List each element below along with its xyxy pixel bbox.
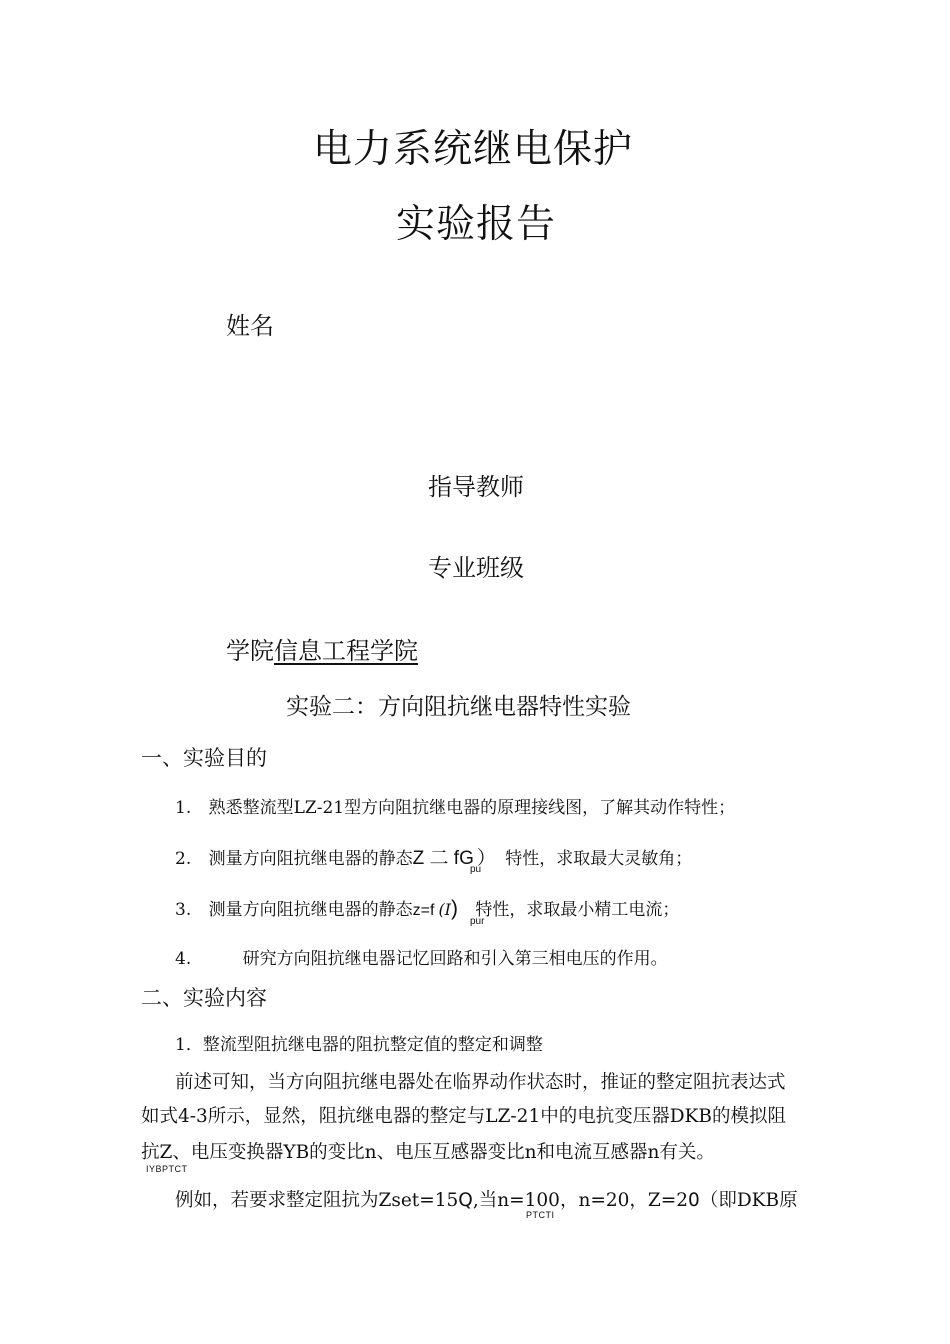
formula: z=f (412, 902, 435, 919)
paragraph-text: （即DKB原 (699, 1190, 798, 1211)
list-item (175, 843, 692, 870)
college-line (226, 631, 418, 666)
subsection-title: 1．整流型阻抗继电器的阻抗整定值的整定和调整 (175, 1035, 543, 1055)
name-label: 姓名 (226, 312, 274, 340)
college-value: 信息工程学院 (274, 637, 418, 665)
paragraph-line: 抗Z、电压变换器YB的变比n、电压互感器变比n和电流互感器n有关。 (141, 1142, 715, 1163)
paragraph-subscripts: PTCTI (526, 1210, 555, 1220)
experiment-title: 实验二：方向阻抗继电器特性实验 (286, 694, 631, 720)
paragraph-line: 如式4-3所示，显然，阻抗继电器的整定与LZ-21中的电抗变压器DKB的模拟阻 (141, 1106, 786, 1127)
item-text-after: 特性，求取最小精工电流； (475, 900, 680, 920)
class-label: 专业班级 (428, 554, 524, 582)
college-label: 学院 (226, 637, 274, 665)
paragraph-line (175, 1186, 798, 1212)
omega-symbol: Q (458, 1190, 473, 1211)
report-title-line1: 电力系统继电保护 (313, 127, 634, 172)
formula: Z 二 fG (412, 848, 474, 869)
item-number: 3. (175, 900, 192, 920)
item-number: 2. (175, 849, 192, 869)
item-text: 测量方向阻抗继电器的静态 (208, 900, 413, 920)
omega-symbol: 0 (688, 1190, 700, 1211)
section2-title: 二、实验内容 (141, 986, 267, 1010)
formula-subscript: pu (470, 864, 482, 875)
formula-subscript: pur (470, 916, 485, 927)
item-text-after: 特性，求取最大灵敏角； (505, 849, 693, 869)
list-item (175, 895, 679, 921)
paragraph-line: 前述可知，当方向阻抗继电器处在临界动作状态时，推证的整定阻抗表达式 (175, 1072, 786, 1093)
teacher-label: 指导教师 (428, 473, 524, 501)
section1-title: 一、实验目的 (141, 746, 267, 770)
paragraph-text: 例如，若要求整定阻抗为Zset=15 (175, 1190, 459, 1211)
formula-paren: ） (476, 848, 496, 869)
item-number: 1. (175, 798, 192, 818)
formula-paren: ) (451, 897, 458, 920)
item-text: 研究方向阻抗继电器记忆回路和引入第三相电压的作用。 (242, 949, 668, 969)
item-text: 熟悉整流型LZ-21型方向阻抗继电器的原理接线图，了解其动作特性； (208, 798, 736, 818)
formula-italic: (I (438, 900, 451, 919)
item-text: 测量方向阻抗继电器的静态 (208, 849, 413, 869)
paragraph-subscripts: IYBPTCT (146, 1164, 188, 1174)
report-title-line2: 实验报告 (396, 202, 557, 247)
item-number: 4. (175, 949, 192, 969)
list-item (175, 793, 735, 818)
list-item (175, 944, 668, 969)
paragraph-text: ,当n=100，n=20，Z=2 (472, 1190, 689, 1211)
